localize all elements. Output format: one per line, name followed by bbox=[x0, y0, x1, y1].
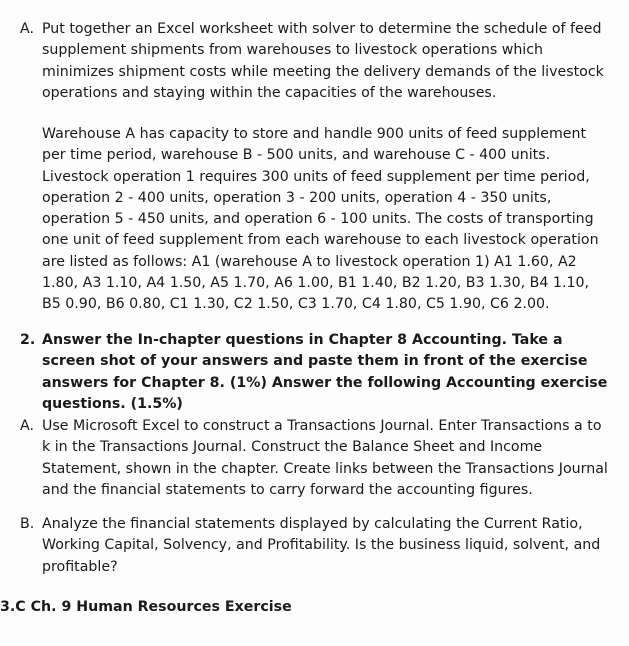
list-marker: B. bbox=[20, 516, 35, 532]
list-item-text: Answer the In-chapter questions in Chapter 8 Accounting. Take a screen shot of your answers and paste them in front of the exercise answers for Chapter 8. (1%) Answer the following Accounting exercise questions. (1.5%) bbox=[42, 332, 608, 412]
list-item-a-transactions-journal bbox=[20, 416, 610, 501]
warehouse-paragraph: Warehouse A has capacity to store and handle 900 units of feed supplement per time period, warehouse B - 500 units, and warehouse C - 400 units. Livestock operation 1 requires 300 units of feed supplement per time period, operation 2 - 400 units, operation 3 - 200 units, operation 4 - 350 units, operation 5 - 450 units, and operation 6 - 100 units. The costs of transporting one unit of feed supplement from each warehouse to each livestock operation are listed as follows: A1 (warehouse A to livestock operation 1) A1 1.60, A2 1.80, A3 1.10, A4 1.50, A5 1.70, A6 1.00, B1 1.40, B2 1.20, B3 1.30, B4 1.10, B5 0.90, B6 0.80, C1 1.30, C2 1.50, C3 1.70, C4 1.80, C5 1.90, C6 2.00. bbox=[42, 126, 599, 313]
list-item-text: Put together an Excel worksheet with solver to determine the schedule of feed supplement shipments from warehouses to livestock operations which minimizes shipment costs while meeting the delivery demands of the livestock operations and staying within the capacities of the warehouses. bbox=[42, 21, 604, 101]
list-item-a-solver bbox=[20, 19, 610, 104]
list-marker: A. bbox=[20, 418, 34, 434]
list-item-text: Analyze the financial statements displayed by calculating the Current Ratio, Working Capital, Solvency, and Profitability. Is the business liquid, solvent, and profitable? bbox=[42, 516, 601, 575]
list-item-b-financial-analysis bbox=[20, 514, 610, 578]
list-item-2-accounting bbox=[20, 330, 610, 415]
list-marker: 2. bbox=[20, 332, 36, 348]
section-heading: 3.C Ch. 9 Human Resources Exercise bbox=[0, 599, 292, 615]
list-marker: A. bbox=[20, 21, 34, 37]
list-item-text: Use Microsoft Excel to construct a Transactions Journal. Enter Transactions a to k in the Transactions Journal. Construct the Balance Sheet and Income Statement, shown in the chapter. Create links between the Transactions Journal and the financial statements to carry forward the accounting figures. bbox=[42, 418, 608, 498]
